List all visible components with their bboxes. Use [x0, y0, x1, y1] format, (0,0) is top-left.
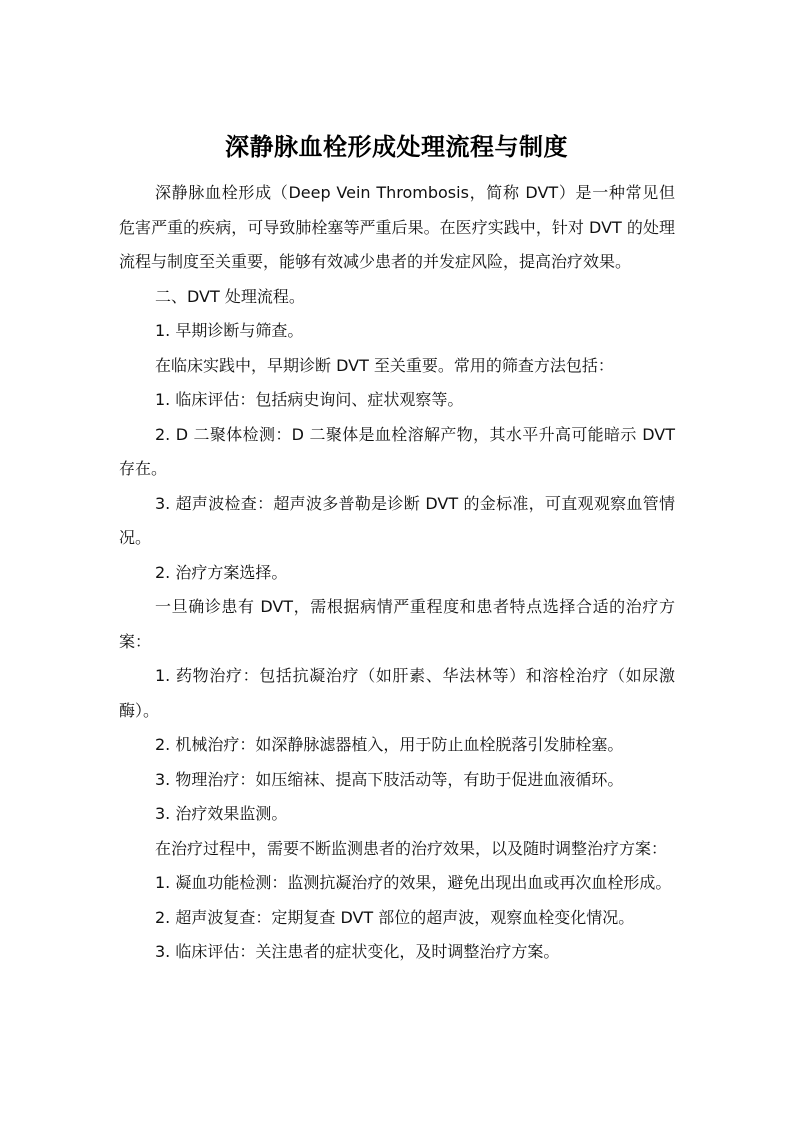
paragraph-treatment-intro: 一旦确诊患有 DVT，需根据病情严重程度和患者特点选择合适的治疗方案：	[119, 597, 675, 651]
list-item-clinical-review: 3. 临床评估：关注患者的症状变化，及时调整治疗方案。	[155, 942, 560, 961]
subsection-heading-monitoring: 3. 治疗效果监测。	[155, 804, 288, 823]
paragraph-monitoring-intro: 在治疗过程中，需要不断监测患者的治疗效果，以及随时调整治疗方案：	[155, 838, 668, 858]
list-item-ultrasound: 3. 超声波检查：超声波多普勒是诊断 DVT 的金标准，可直观观察血管情况。	[119, 493, 675, 547]
paragraph-screening-intro: 在临床实践中，早期诊断 DVT 至关重要。常用的筛查方法包括：	[155, 355, 614, 375]
list-item-physical-therapy: 3. 物理治疗：如压缩袜、提高下肢活动等，有助于促进血液循环。	[155, 769, 624, 789]
document-title: 深静脉血栓形成处理流程与制度	[225, 132, 568, 161]
list-item-coagulation-test: 1. 凝血功能检测：监测抗凝治疗的效果，避免出现出血或再次血栓形成。	[155, 873, 672, 892]
list-item-drug-therapy: 1. 药物治疗：包括抗凝治疗（如肝素、华法林等）和溶栓治疗（如尿激酶）。	[119, 666, 675, 720]
list-item-ultrasound-review: 2. 超声波复查：定期复查 DVT 部位的超声波，观察血栓变化情况。	[155, 907, 635, 927]
list-item-mechanical-therapy: 2. 机械治疗：如深静脉滤器植入，用于防止血栓脱落引发肺栓塞。	[155, 735, 624, 754]
subsection-heading-early-diagnosis: 1. 早期诊断与筛查。	[155, 321, 304, 340]
intro-paragraph: 深静脉血栓形成（Deep Vein Thrombosis，简称 DVT）是一种常见但危害严重的疾病，可导致肺栓塞等严重后果。在医疗实践中，针对 DVT 的处理流程与制度至关重要，能够有效减少患者的并发症风险，提高治疗效果。	[119, 183, 675, 271]
section-heading-dvt-process: 二、DVT 处理流程。	[155, 286, 305, 306]
subsection-heading-treatment-selection: 2. 治疗方案选择。	[155, 562, 288, 582]
list-item-clinical-assessment: 1. 临床评估：包括病史询问、症状观察等。	[155, 390, 464, 409]
document-body	[119, 176, 675, 970]
list-item-d-dimer: 2. D 二聚体检测：D 二聚体是血栓溶解产物，其水平升高可能暗示 DVT 存在。	[119, 424, 675, 478]
